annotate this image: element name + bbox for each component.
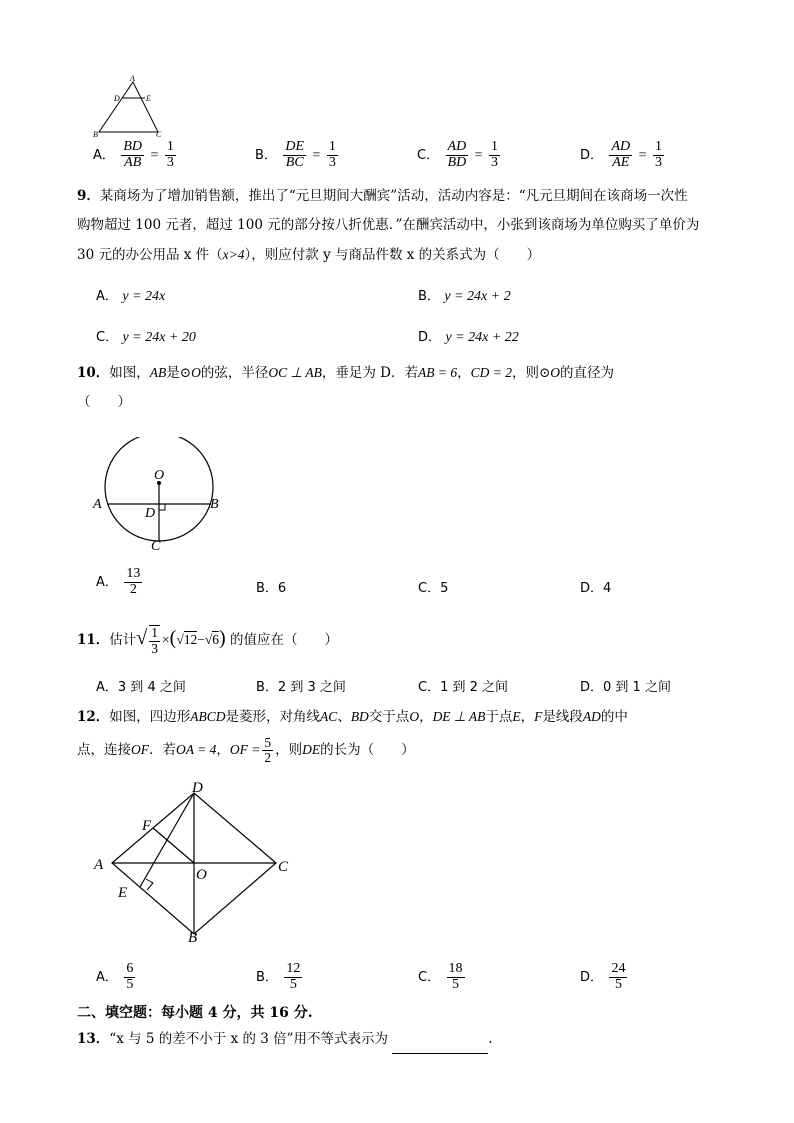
q12-option-b[interactable]: B． $\frac{12}{5}$ (256, 961, 301, 992)
q12-option-c[interactable]: C． $\frac{18}{5}$ (418, 961, 463, 992)
q10-option-b[interactable]: B．6 (256, 581, 287, 596)
q13-answer-blank[interactable] (392, 1039, 488, 1054)
q12-label-f: F (142, 818, 152, 834)
q12-rhombus-figure (90, 780, 300, 950)
q8-triangle-figure (90, 74, 170, 138)
q10-label-c: C (151, 539, 161, 554)
fraction: $\frac{AD}{AE}$ (611, 139, 631, 170)
q12-label-d: D (192, 780, 203, 796)
q8-label-b: B (93, 130, 98, 138)
fraction: $\frac{BD}{AB}$ (123, 139, 143, 170)
option-letter: D． (580, 148, 604, 164)
q8-label-c: C (156, 130, 162, 138)
q12-line1: 12．如图，四边形ABCD是菱形，对角线AC、BD交于点O，DE ⊥ AB于点E，F是线段AD的中 (77, 709, 628, 725)
q12-option-a[interactable]: A． $\frac{6}{5}$ (96, 961, 134, 992)
q11-option-a[interactable]: A．3 到 4 之间 (96, 680, 186, 695)
q13-stem: 13．“x 与 5 的差不小于 x 的 3 倍”用不等式表示为 . (77, 1025, 493, 1054)
option-letter: A． (93, 148, 115, 164)
q10-option-a[interactable]: A． $\frac{13}{2}$ (96, 566, 141, 597)
q9-option-c[interactable]: C． y = 24x + 20 (96, 330, 196, 345)
q11-option-d[interactable]: D．0 到 1 之间 (580, 680, 671, 695)
q11-option-b[interactable]: B．2 到 3 之间 (256, 680, 346, 695)
q10-label-b: B (210, 497, 219, 512)
q12-label-o: O (196, 867, 207, 883)
q10-line2: （ ） (77, 394, 131, 410)
q11-option-c[interactable]: C．1 到 2 之间 (418, 680, 509, 695)
q12-label-e: E (118, 885, 128, 901)
q10-option-d[interactable]: D．4 (580, 581, 612, 596)
option-letter: B． (255, 148, 277, 164)
q12-label-c: C (278, 859, 289, 875)
q10-circle-figure (90, 437, 230, 557)
q11-stem: 11．估计√ $\frac{1}{3}$ ×(√12−√6) 的值应在（ ） (77, 625, 339, 656)
q12-label-a: A (94, 857, 104, 873)
q8-option-a[interactable]: A． $\frac{BD}{AB}$ = $\frac{1}{3}$ (93, 139, 174, 170)
q8-option-b[interactable]: B． $\frac{DE}{BC}$ = $\frac{1}{3}$ (255, 139, 336, 170)
q10-line1: 10．如图，AB是⊙O的弦，半径OC ⊥ AB，垂足为 D．若AB = 6，CD = 2，则⊙O的直径为 (77, 365, 615, 381)
q12-option-d[interactable]: D． $\frac{24}{5}$ (580, 961, 626, 992)
q8-option-c[interactable]: C． $\frac{AD}{BD}$ = $\frac{1}{3}$ (417, 139, 499, 170)
q12-label-b: B (188, 930, 198, 946)
q8-label-e: E (146, 94, 151, 103)
q8-label-d: D (114, 94, 120, 103)
q9-option-d[interactable]: D． y = 24x + 22 (418, 330, 519, 345)
q9-option-b[interactable]: B． y = 24x + 2 (418, 289, 511, 304)
q8-option-d[interactable]: D． $\frac{AD}{AE}$ = $\frac{1}{3}$ (580, 139, 662, 170)
q9-option-a[interactable]: A． y = 24x (96, 289, 166, 304)
q9-line2: 购物超过 100 元者，超过 100 元的部分按八折优惠．”在酬宾活动中，小张到该商场为单位购买了单价为 (77, 217, 700, 233)
q9-stem (77, 182, 699, 270)
q10-label-o: O (154, 468, 165, 483)
q10-stem (77, 358, 614, 417)
fraction: $\frac{AD}{BD}$ (447, 139, 467, 170)
fraction: $\frac{DE}{BC}$ (285, 139, 305, 170)
q10-label-a: A (93, 497, 102, 512)
q12-line2: 点，连接OF．若OA = 4，OF = $\frac{5}{2}$ ，则DE的长为（ ） (77, 734, 415, 765)
q10-option-c[interactable]: C．5 (418, 581, 449, 596)
q9-line3: 30 元的办公用品 x 件（x>4），则应付款 y 与商品件数 x 的关系式为（ ） (77, 247, 541, 263)
section-heading: 二、填空题：每小题 4 分，共 16 分. (77, 1005, 313, 1021)
q10-label-d: D (145, 506, 156, 521)
option-letter: C． (417, 148, 440, 164)
q9-line1: 9．某商场为了增加销售额，推出了“元旦期间大酬宾”活动，活动内容是：“凡元旦期间在该商场一次性 (77, 188, 688, 204)
q8-label-a: A (130, 74, 135, 83)
